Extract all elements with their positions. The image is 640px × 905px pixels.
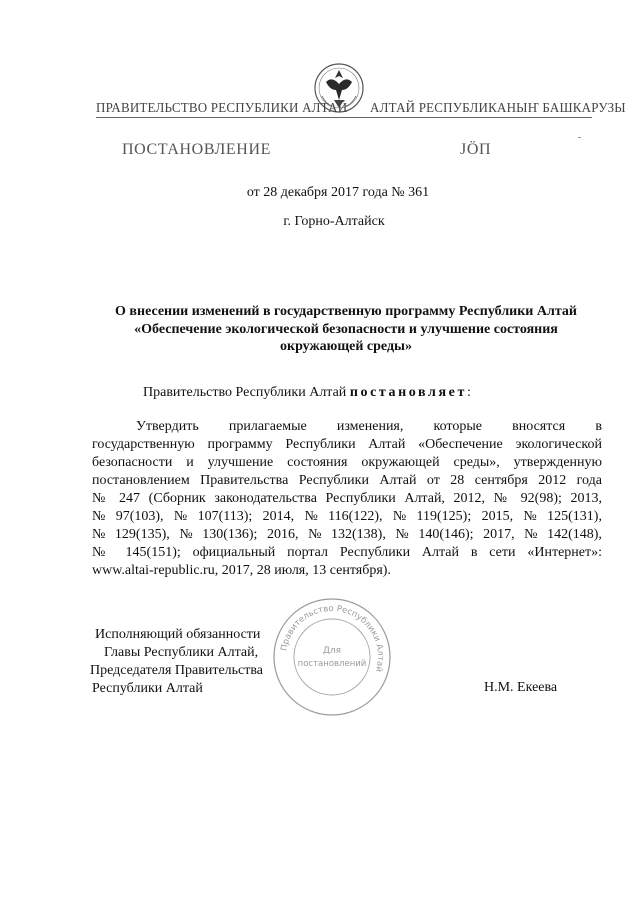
title-line: «Обеспечение экологической безопасности и улучшение состояния (134, 321, 558, 337)
signatory-title-line: Исполняющий обязанности (95, 627, 261, 642)
body-word: 2016, (267, 527, 299, 542)
body-word: № (308, 527, 322, 542)
body-text-run: постановлением Правительства Республики Алтай от 28 сентября 2012 года (92, 473, 602, 488)
body-line (92, 562, 602, 580)
body-line (92, 472, 602, 490)
body-word: № (395, 527, 409, 542)
body-word: 97(103), (115, 509, 164, 524)
preamble (143, 385, 471, 401)
body-text-run: безопасности и улучшение состояния окружающей среды», утвержденную (92, 455, 602, 470)
document-title (88, 303, 604, 356)
preamble-action: постановляет (349, 385, 467, 400)
body-word: 2015, (481, 509, 514, 524)
body-word: № (92, 509, 106, 524)
body-word: 132(138), (331, 527, 386, 542)
body-text-run: государственную программу Республики Алтай «Обеспечение экологической (92, 437, 602, 452)
document-type-ru: ПОСТАНОВЛЕНИЕ (122, 141, 271, 158)
body-line (92, 454, 602, 472)
body-word: № (92, 527, 106, 542)
body-word: прилагаемые (228, 419, 307, 434)
body-word: в (595, 419, 602, 434)
body-line (92, 436, 602, 454)
title-line: О внесении изменений в государственную программу Республики Алтай (115, 304, 577, 319)
body-line (92, 418, 602, 436)
body-word: 129(135), (114, 527, 170, 542)
body-word: вносятся (512, 419, 566, 434)
stamp-center-text: постановлений (297, 659, 367, 669)
header-government-name-alt: АЛТАЙ РЕСПУБЛИКАНЫҤ БАШКАРУЗЫ (370, 99, 626, 116)
body-line (92, 526, 602, 544)
body-word: 2014, (262, 509, 295, 524)
signatory-title-line: Главы Республики Алтай, (104, 645, 259, 660)
body-word: Утвердить (136, 419, 199, 434)
official-stamp-seal (270, 595, 394, 719)
body-word: изменения, (336, 419, 404, 434)
body-line (92, 508, 602, 526)
body-text-run: www.altai-republic.ru, 2017, 28 июля, 13 сентября). (92, 563, 391, 578)
body-word: 119(125); (416, 509, 472, 524)
stamp-ring-text: Правительство Республики Алтай (279, 603, 386, 674)
body-word: № (173, 509, 188, 524)
body-line (92, 544, 602, 562)
signatory-title-line: Председателя Правительства (90, 663, 264, 678)
body-word: 2017, (483, 527, 515, 542)
body-word: которые (433, 419, 482, 434)
body-word: № (304, 509, 318, 524)
body-word: 116(122), (328, 509, 383, 524)
preamble-suffix: : (466, 385, 471, 400)
document-city: г. Горно-Алтайск (283, 214, 385, 229)
body-word: 140(146); (418, 527, 474, 542)
signatory-title-line: Республики Алтай (92, 681, 203, 696)
stamp-center-text: Для (322, 646, 342, 656)
body-text-run: № 145(151); официальный портал Республики Алтай в сети «Интернет»: (92, 545, 602, 560)
body-line (92, 490, 602, 508)
body-word: № (523, 509, 537, 524)
body-word: № (179, 527, 193, 542)
document-type-alt: JÖП (460, 141, 492, 158)
body-word: 107(113); (197, 509, 253, 524)
header-divider (96, 117, 592, 118)
body-word: № (392, 509, 407, 524)
body-word: № (524, 527, 538, 542)
body-text-run: № 247 (Сборник законодательства Республики Алтай, 2012, № 92(98); 2013, (92, 491, 602, 506)
body-word: 142(148), (547, 527, 602, 542)
title-line: окружающей среды» (280, 339, 412, 354)
body-word: 125(131), (547, 509, 602, 524)
header-government-name-ru: ПРАВИТЕЛЬСТВО РЕСПУБЛИКИ АЛТАЙ (96, 99, 348, 116)
signatory-name: Н.М. Екеева (484, 680, 558, 695)
body-word: 130(136); (202, 527, 258, 542)
decree-body (92, 418, 602, 580)
scan-speck (578, 137, 581, 138)
preamble-prefix: Правительство Республики Алтай (143, 385, 350, 400)
document-date-number: от 28 декабря 2017 года № 361 (246, 185, 430, 200)
